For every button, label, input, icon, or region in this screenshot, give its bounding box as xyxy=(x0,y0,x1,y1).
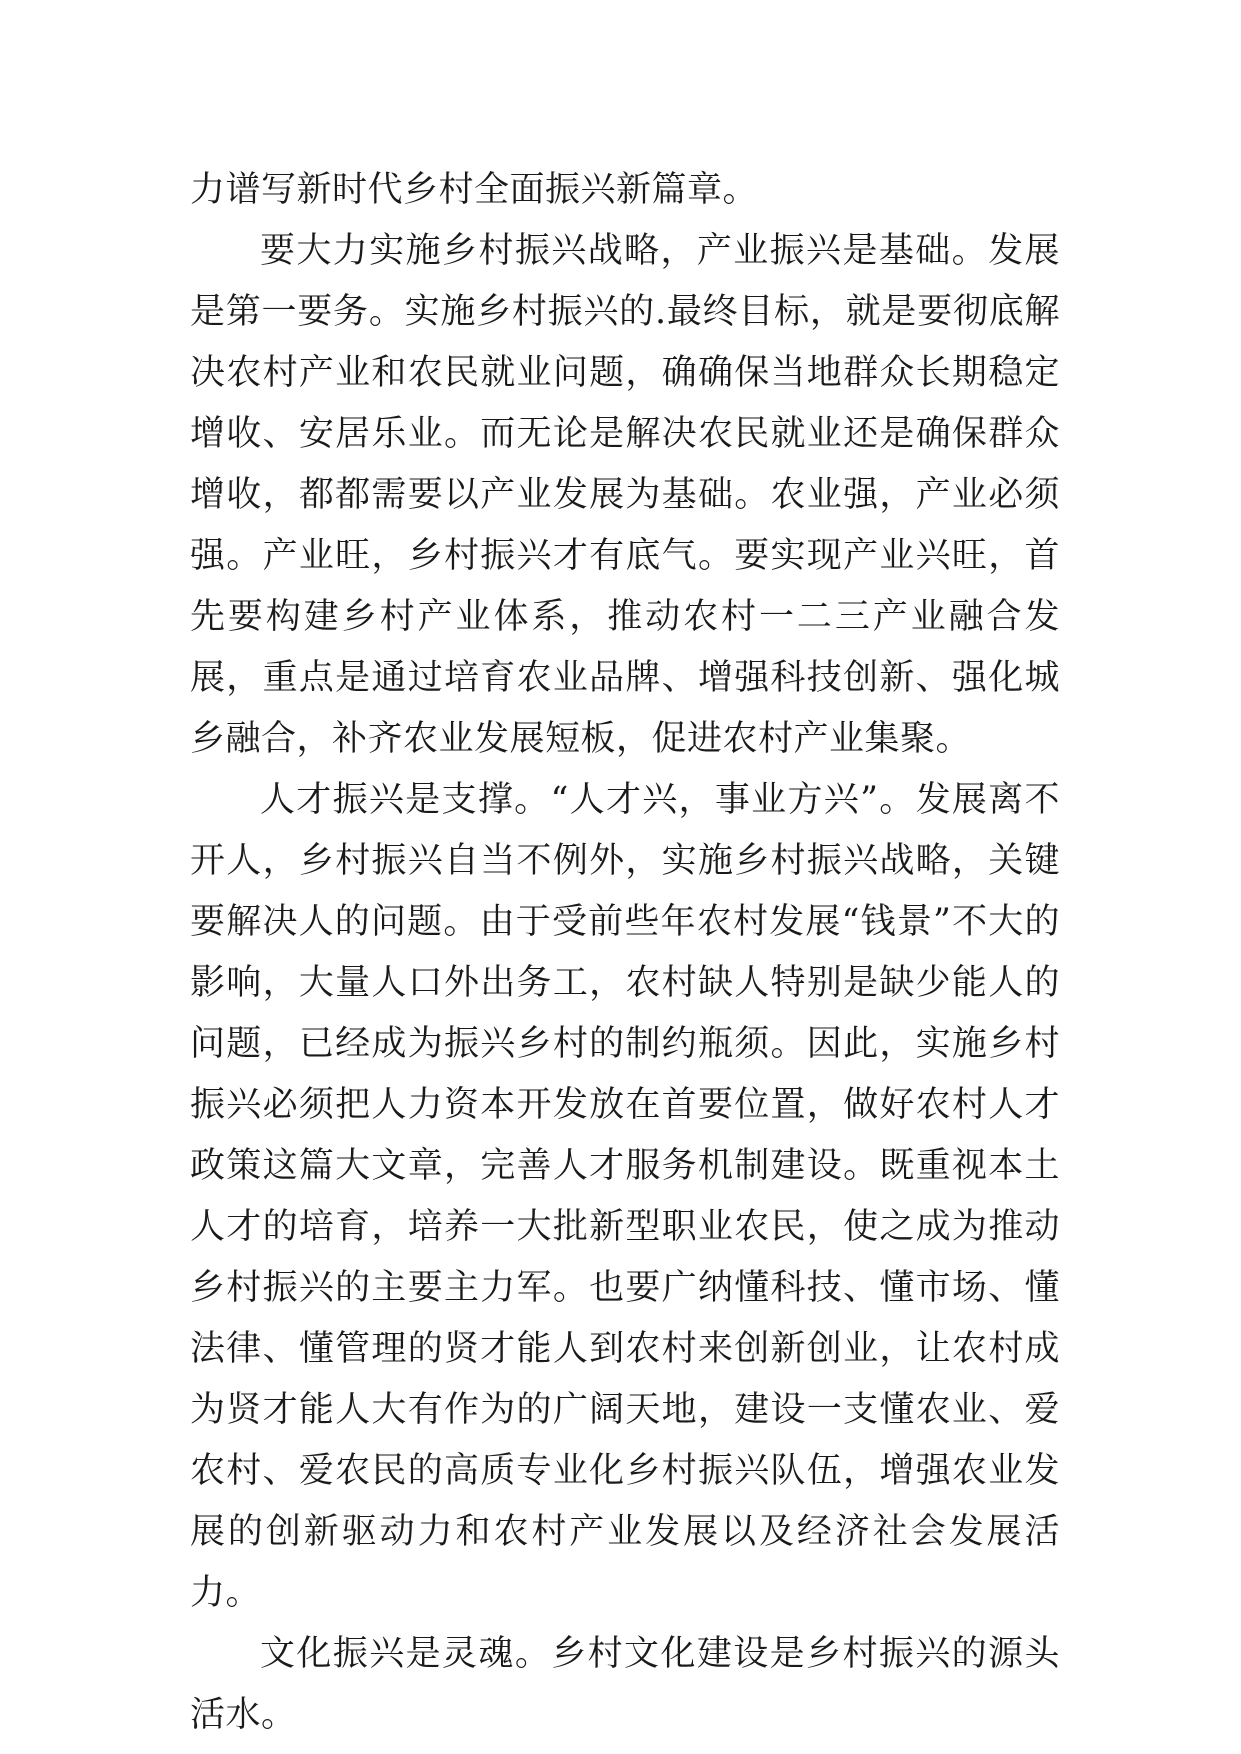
paragraph-continuation: 力谱写新时代乡村全面振兴新篇章。 xyxy=(190,170,759,210)
paragraph-culture-revitalization: 文化振兴是灵魂。乡村文化建设是乡村振兴的源头活水。 xyxy=(190,1634,1060,1735)
paragraph-talent-revitalization: 人才振兴是支撑。“人才兴，事业方兴”。发展离不开人，乡村振兴自当不例外，实施乡村振兴战略，关键要解决人的问题。由于受前些年农村发展“钱景”不大的影响，大量人口外出务工，农村缺人特别是缺少能人的问题，已经成为振兴乡村的制约瓶须。因此，实施乡村振兴必须把人力资本开发放在首要位置，做好农村人才政策这篇大文章，完善人才服务机制建设。既重视本土人才的培育，培养一大批新型职业农民，使之成为推动乡村振兴的主要主力军。也要广纳懂科技、懂市场、懂法律、懂管理的贤才能人到农村来创新创业，让农村成为贤才能人大有作为的广阔天地，建设一支懂农业、爱农村、爱农民的高质专业化乡村振兴队伍，增强农业发展的创新驱动力和农村产业发展以及经济社会发展活力。 xyxy=(190,780,1060,1613)
body-text xyxy=(190,160,1060,1746)
paragraph-industry-revitalization: 要大力实施乡村振兴战略，产业振兴是基础。发展是第一要务。实施乡村振兴的.最终目标，就是要彻底解决农村产业和农民就业问题，确确保当地群众长期稳定增收、安居乐业。而无论是解决农民就业还是确保群众增收，都都需要以产业发展为基础。农业强，产业必须强。产业旺，乡村振兴才有底气。要实现产业兴旺，首先要构建乡村产业体系，推动农村一二三产业融合发展，重点是通过培育农业品牌、增强科技创新、强化城乡融合，补齐农业发展短板，促进农村产业集聚。 xyxy=(190,231,1060,759)
